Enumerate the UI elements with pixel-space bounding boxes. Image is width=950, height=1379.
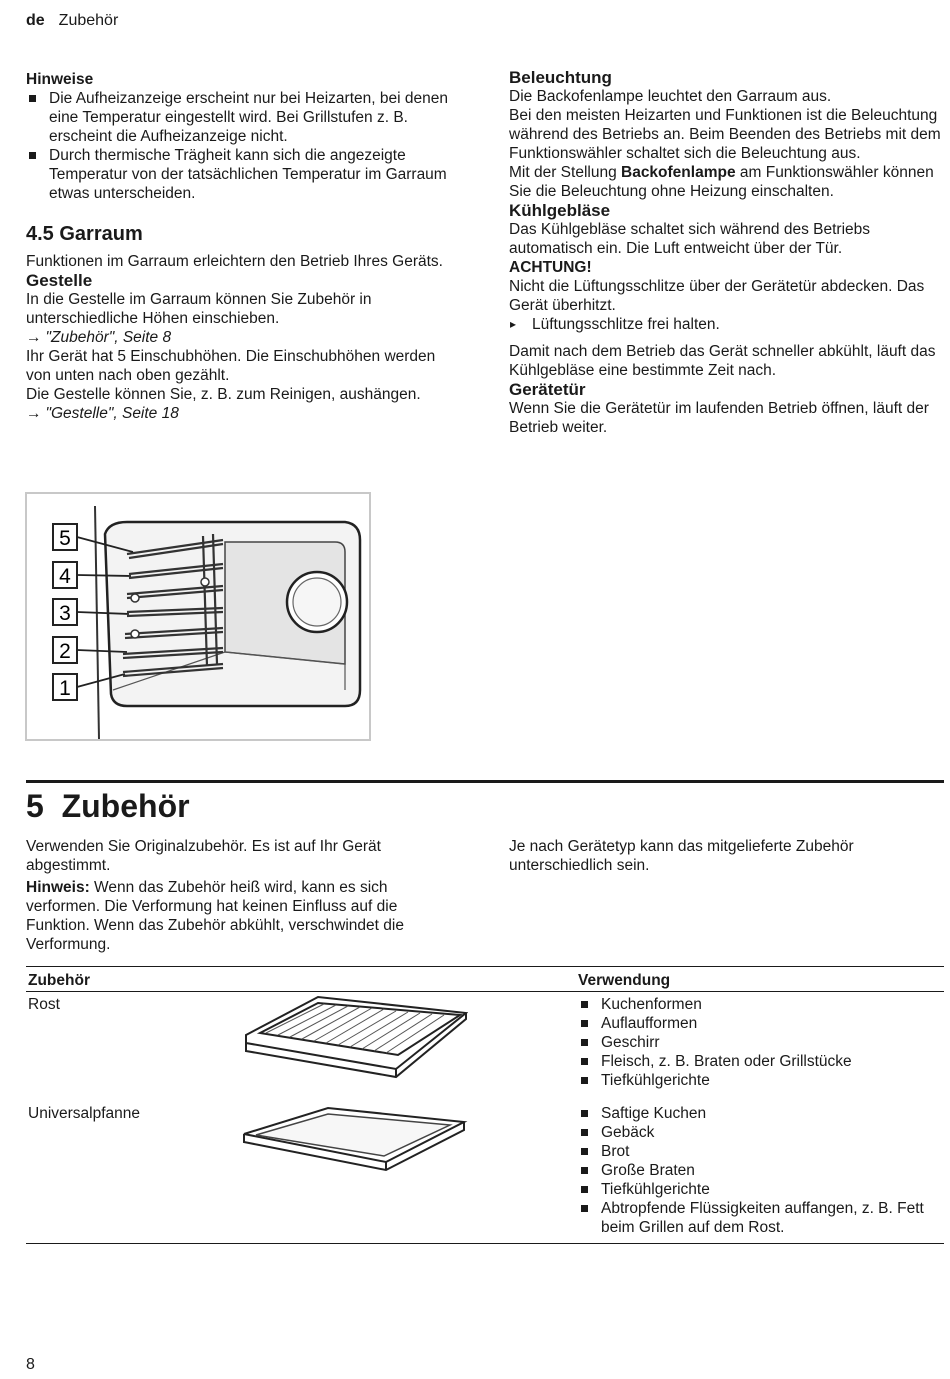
page-number: 8 [26,1356,35,1373]
accessories-table [26,966,944,1244]
page-header [26,11,118,30]
kuehlgeblaese-text-2: Damit nach dem Betrieb das Gerät schneller abkühlt, läuft das Kühlgebläse eine bestimmte Zeit nach. [509,343,936,379]
accessory-image-cell [236,992,576,1102]
list-item: Kuchenformen [578,995,942,1014]
usage-cell [576,1101,944,1244]
beleuchtung-text-3 [509,163,944,201]
list-item: Auflaufformen [578,1014,942,1033]
warning-label: ACHTUNG! [509,259,592,276]
running-title: Zubehör [58,12,119,29]
cross-reference-gestelle[interactable] [26,404,461,423]
list-item: Geschirr [578,1033,942,1052]
language-code: de [26,12,45,29]
text-fragment: Mit der Stellung [509,164,621,181]
cross-reference-zubehoer[interactable] [26,328,461,347]
note-text: Wenn das Zubehör heiß wird, kann es sich verformen. Die Verformung hat keinen Einfluss auf die Funktion. Wenn das Zubehör abkühlt, verschwindet die Verformung. [26,879,404,953]
arrow-right-icon: → [26,329,42,346]
list-item: Große Braten [578,1161,942,1180]
level-3-label: 3 [59,602,71,625]
usage-list [578,1104,942,1237]
accessory-name: Universalpfanne [26,1101,236,1244]
column-header-usage: Verwendung [576,967,944,992]
gestelle-text-3: Die Gestelle können Sie, z. B. zum Reinigen, aushängen. [26,386,421,403]
chapter-left-column [26,837,461,954]
section-intro: Funktionen im Garraum erleichtern den Betrieb Ihres Geräts. [26,253,443,270]
gestelle-title: Gestelle [26,271,93,290]
geraetetuer-title: Gerätetür [509,380,586,399]
level-labels [53,524,77,700]
accessory-name: Rost [28,996,60,1013]
level-5-label: 5 [59,527,71,550]
oven-rack-levels-illustration [25,492,371,741]
accessory-image-cell [236,1101,576,1244]
column-header-accessory: Zubehör [26,967,236,992]
text-fragment: am Funktionswähler können Sie die Beleuchtung ohne Heizung einschalten. [509,164,934,200]
chapter-intro-right: Je nach Gerätetyp kann das mitgelieferte Zubehör unterschiedlich sein. [509,838,854,874]
table-row [26,992,944,1102]
list-item: Tiefkühlgerichte [578,1180,942,1199]
list-item: ▸ Lüftungsschlitze frei halten. [509,315,944,334]
beleuchtung-title: Beleuchtung [509,68,612,87]
chapter-intro: Verwenden Sie Originalzubehör. Es ist auf Ihr Gerät abgestimmt. [26,838,381,874]
column-header-image [236,967,576,992]
oven-interior-icon [27,494,369,739]
kuehlgeblaese-title: Kühlgebläse [509,201,611,220]
list-item: Abtropfende Flüssigkeiten auffangen, z. B. Fett beim Grillen auf dem Rost. [578,1199,942,1237]
hinweise-list [26,89,461,203]
warning-text: Nicht die Lüftungsschlitze über der Gerätetür abdecken. Das Gerät überhitzt. [509,278,925,314]
reference-text: "Gestelle", Seite 18 [45,405,179,422]
beleuchtung-text-1: Die Backofenlampe leuchtet den Garraum aus. [509,88,832,105]
right-column [509,68,944,437]
usage-cell [576,992,944,1102]
table-row [26,1101,944,1244]
table-header-row [26,967,944,992]
chapter-right-column [509,837,939,875]
hinweise-title: Hinweise [26,71,94,88]
level-1-label: 1 [59,677,71,700]
beleuchtung-text-2: Bei den meisten Heizarten und Funktionen ist die Beleuchtung während des Betriebs an. Beim Beenden des Betriebs mit dem Funktionswähler schaltet sich die Beleuchtung aus. [509,107,941,162]
list-item: Durch thermische Trägheit kann sich die angezeigte Temperatur von der tatsächlichen Temperatur im Garraum etwas unterscheiden. [26,146,461,203]
list-item: Brot [578,1142,942,1161]
setting-name: Backofenlampe [621,164,736,181]
chapter-note [26,878,461,954]
geraetetuer-text: Wenn Sie die Gerätetür im laufenden Betrieb öffnen, läuft der Betrieb weiter. [509,400,929,436]
gestelle-text-1: In die Gestelle im Garraum können Sie Zubehör in unterschiedliche Höhen einschieben. [26,291,372,327]
reference-text: "Zubehör", Seite 8 [45,329,172,346]
warning-actions [509,315,944,334]
list-item: Saftige Kuchen [578,1104,942,1123]
level-2-label: 2 [59,640,71,663]
chapter-title: 5 Zubehör [26,788,190,824]
list-item: Fleisch, z. B. Braten oder Grillstücke [578,1052,942,1071]
baking-tray-icon [238,1104,468,1194]
list-item: Die Aufheizanzeige erscheint nur bei Heizarten, bei denen eine Temperatur eingestellt wird. Bei Grillstufen z. B. erscheint die Aufheizanzeige nicht. [26,89,461,146]
note-label: Hinweis: [26,879,90,896]
level-4-label: 4 [59,565,71,588]
left-column [26,70,461,423]
list-item: Tiefkühlgerichte [578,1071,942,1090]
chapter-divider [26,780,944,783]
usage-list [578,995,942,1090]
arrow-right-icon: → [26,405,42,422]
kuehlgeblaese-text-1: Das Kühlgebläse schaltet sich während des Betriebs automatisch ein. Die Luft entweicht über der Tür. [509,221,871,257]
list-item: Gebäck [578,1123,942,1142]
section-title: 4.5 Garraum [26,223,143,245]
gestelle-text-2: Ihr Gerät hat 5 Einschubhöhen. Die Einschubhöhen werden von unten nach oben gezählt. [26,348,436,384]
wire-rack-icon [238,995,468,1090]
